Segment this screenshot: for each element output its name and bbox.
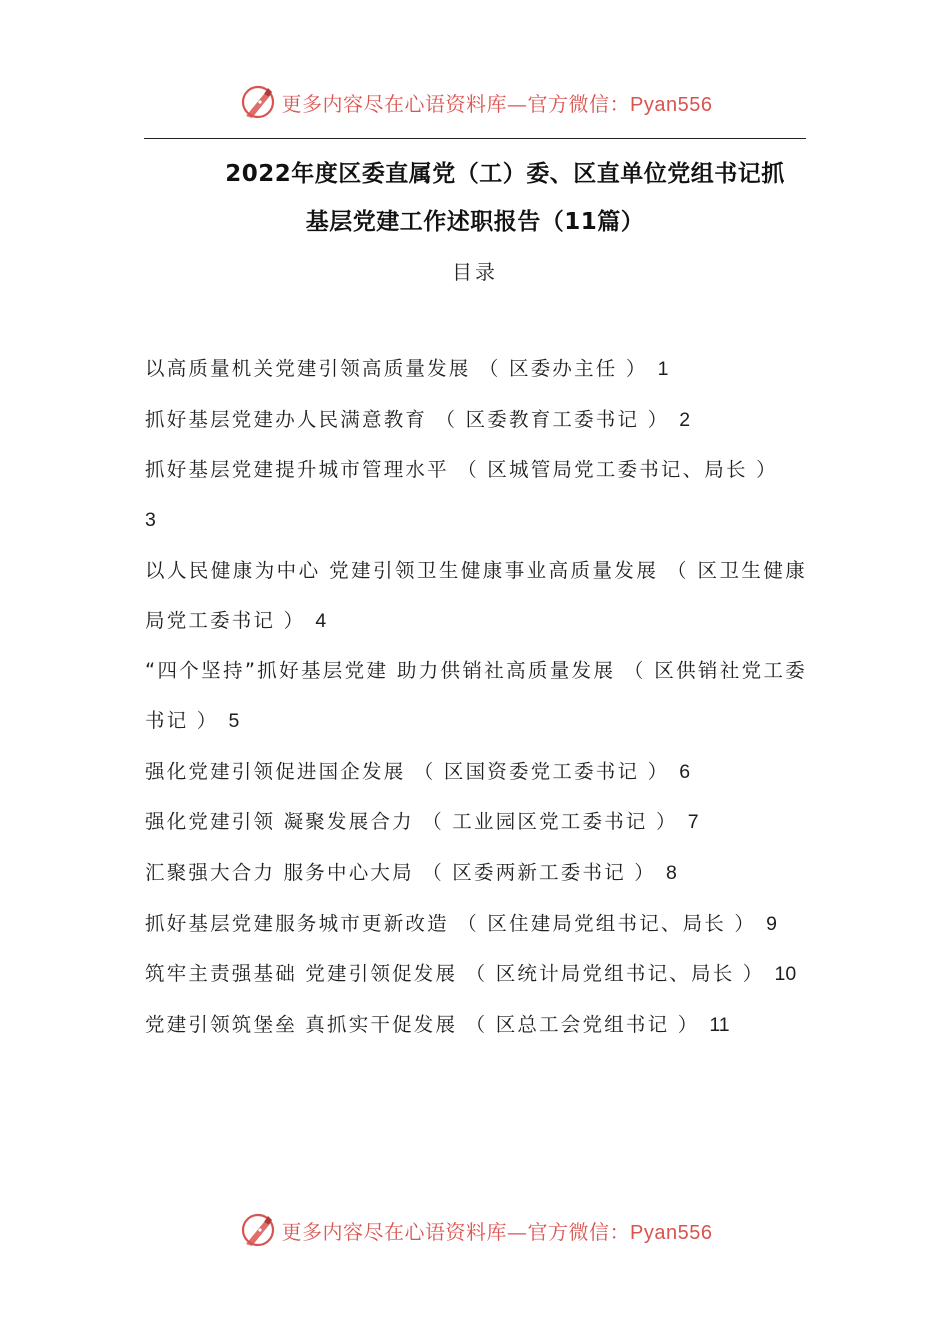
toc-entry-page: 11 — [709, 1014, 730, 1037]
toc-entry[interactable] — [145, 747, 807, 798]
toc-entry-page: 10 — [774, 963, 797, 986]
toc-entry-title: 强化党建引领 凝聚发展合力 （ 工业园区党工委书记 ） — [145, 810, 678, 834]
toc-entry-title: 汇聚强大合力 服务中心大局 （ 区委两新工委书记 ） — [145, 861, 656, 885]
pen-nib-logo-icon — [238, 1210, 278, 1250]
toc-entry-page: 6 — [679, 760, 691, 783]
document-title-line-1: 2022年度区委直属党（工）委、区直单位党组书记抓 — [225, 161, 785, 187]
wechat-id: Pyan556 — [630, 1221, 713, 1244]
toc-entry[interactable] — [145, 445, 807, 545]
toc-entry-title: 以高质量机关党建引领高质量发展 （ 区委办主任 ） — [145, 357, 648, 380]
toc-entry[interactable] — [145, 797, 807, 848]
toc-entry-page: 3 — [145, 509, 156, 532]
header-banner — [0, 80, 950, 124]
toc-entry-title: 党建引领筑堡垒 真抓实干促发展 （ 区总工会党组书记 ） — [145, 1013, 700, 1037]
toc-entry-page: 7 — [687, 811, 699, 834]
toc-entry-page: 8 — [666, 862, 677, 885]
toc-entry[interactable] — [145, 949, 807, 1000]
toc-entry-title: 抓好基层党建服务城市更新改造 （ 区住建局党组书记、局长 ） — [145, 911, 757, 935]
toc-entry[interactable] — [145, 646, 807, 746]
toc-entry-title: 以人民健康为中心 党建引领卫生健康事业高质量发展 （ 区卫生健康局党工委书记 ） — [145, 558, 807, 632]
banner-text: 更多内容尽在心语资料库—官方微信：Pyan556 — [281, 1219, 713, 1244]
toc-entry-title: “四个坚持”抓好基层党建 助力供销社高质量发展 （ 区供销社党工委书记 ） — [145, 659, 807, 732]
toc-entry-page: 9 — [766, 912, 777, 935]
toc-entry[interactable] — [145, 395, 807, 446]
toc-entry[interactable] — [145, 344, 807, 395]
pen-nib-logo-icon — [238, 82, 278, 122]
toc-entry-title: 强化党建引领促进国企发展 （ 区国资委党工委书记 ） — [145, 759, 670, 783]
toc-entry[interactable] — [145, 848, 807, 899]
footer-banner — [0, 1208, 950, 1252]
toc-entry[interactable] — [145, 546, 807, 646]
toc-entry-page: 4 — [315, 609, 327, 632]
toc-entry-page: 2 — [679, 408, 691, 431]
banner-text: 更多内容尽在心语资料库—官方微信：Pyan556 — [281, 91, 713, 116]
table-of-contents — [145, 344, 807, 1051]
wechat-id: Pyan556 — [630, 93, 713, 116]
toc-entry[interactable] — [145, 899, 807, 950]
toc-heading: 目录 — [452, 260, 498, 284]
toc-entry-title: 抓好基层党建办人民满意教育 （ 区委教育工委书记 ） — [145, 407, 670, 431]
document-title-line-2: 基层党建工作述职报告（11篇） — [305, 209, 645, 235]
toc-entry-page: 5 — [228, 709, 240, 732]
toc-entry-title: 筑牢主责强基础 党建引领促发展 （ 区统计局党组书记、局长 ） — [145, 962, 765, 986]
toc-entry-title: 抓好基层党建提升城市管理水平 （ 区城管局党工委书记、局长 ） — [145, 458, 778, 482]
header-divider — [144, 138, 806, 139]
toc-entry[interactable] — [145, 1000, 807, 1051]
toc-entry-page: 1 — [657, 358, 669, 380]
